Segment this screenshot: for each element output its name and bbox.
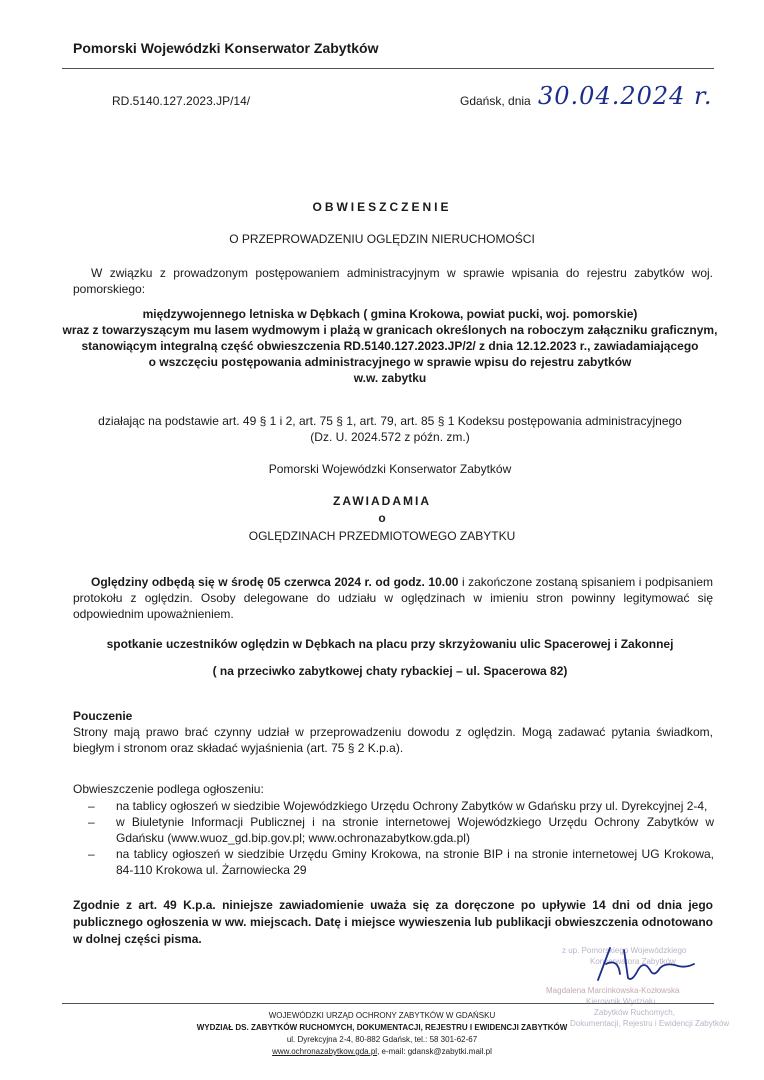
notice-connector: o — [378, 511, 386, 525]
dash-bullet: – — [88, 799, 95, 813]
dash-bullet: – — [88, 847, 95, 861]
object-line: w.w. zabytku — [353, 371, 427, 385]
place-label: Gdańsk, dnia — [460, 94, 531, 108]
object-line: wraz z towarzyszącym mu lasem wydmowym i plażą w granicach określonych na roboczym załączniku graficznym, — [62, 323, 718, 337]
notice-subject: OGLĘDZINACH PRZEDMIOTOWEGO ZABYTKU — [248, 529, 516, 543]
instruction-text: Strony mają prawo brać czynny udział w przeprowadzeniu dowodu z oględzin. Mogą zadawać pytania świadkom, biegłym i stronom oraz składać wyjaśnienia (art. 75 § 2 K.p.a). — [73, 725, 713, 755]
object-line: stanowiącym integralną część obwieszczenia RD.5140.127.2023.JP/2/ z dnia 12.12.2023 r., zawiadamiającego — [81, 339, 699, 353]
website-link[interactable]: www.ochronazabytkow.gda.pl — [272, 1047, 378, 1056]
document-subtitle: O PRZEPROWADZENIU OGLĘDZIN NIERUCHOMOŚCI — [229, 232, 535, 246]
footer-contact — [0, 1046, 764, 1057]
list-item: – na tablicy ogłoszeń w siedzibie Urzędu Gminy Krokowa, na stronie BIP i na stronie internetowej UG Krokowa, 84-110 Krokowa ul. Żarnowiecka 29 — [88, 847, 714, 877]
meeting-location: spotkanie uczestników oględzin w Dębkach na placu przy skrzyżowaniu ulic Spacerowej i Zakonnej — [106, 637, 674, 651]
notice-head: ZAWIADAMIA — [333, 494, 431, 508]
header-divider — [62, 68, 714, 69]
meeting-paragraph — [73, 574, 713, 622]
legal-basis-line: działając na podstawie art. 49 § 1 i 2, art. 75 § 1, art. 79, art. 85 § 1 Kodeksu postępowania administracyjnego — [98, 414, 682, 428]
publication-list — [88, 798, 714, 878]
document-title: OBWIESZCZENIE — [312, 200, 452, 214]
meeting-details: i zakończone zostaną spisaniem i podpisaniem protokołu z oględzin. Osoby delegowane do udziału w oględzinach w imieniu stron powinny legitymować się odpowiednim upoważnieniem. — [73, 575, 713, 621]
meeting-location-note: ( na przeciwko zabytkowej chaty rybackiej – ul. Spacerowa 82) — [212, 664, 568, 678]
object-line: międzywojennego letniska w Dębkach ( gmina Krokowa, powiat pucki, woj. pomorskie) — [142, 307, 638, 321]
footer-office: WOJEWÓDZKI URZĄD OCHRONY ZABYTKÓW W GDAŃSKU — [268, 1011, 496, 1020]
list-item: – na tablicy ogłoszeń w siedzibie Wojewódzkiego Urzędu Ochrony Zabytków w Gdańsku przy ul. Dyrekcyjnej 2-4, — [88, 799, 708, 813]
institution-header: Pomorski Wojewódzki Konserwator Zabytków — [73, 40, 379, 56]
legal-basis — [60, 413, 720, 445]
intro-paragraph: W związku z prowadzonym postępowaniem administracyjnym w sprawie wpisania do rejestru zabytków woj. pomorskiego: — [73, 266, 713, 296]
object-description — [60, 306, 720, 386]
handwritten-date: 30.04.2024 r. — [538, 82, 713, 110]
official-stamp: z up. Pomorskiego Wojewódzkiego Konserwatora Zabytków Magdalena Marcinkowska-Kozłowska Kierownik Wydziału Zabytków Ruchomych, Dokumentacji, Rejestru i Ewidencji Zabytków — [546, 946, 730, 1028]
instruction-heading: Pouczenie — [73, 709, 133, 723]
footer-email: , e-mail: gdansk@zabytki.mail.pl — [377, 1047, 492, 1056]
object-line: o wszczęciu postępowania administracyjnego w sprawie wpisu do rejestru zabytków — [148, 355, 632, 369]
list-item: – w Biuletynie Informacji Publicznej i na stronie internetowej Wojewódzkiego Urzędu Ochrony Zabytków w Gdańsku (www.wuoz_gd.bip.gov.pl; www.ochronazabytkow.gda.pl) — [88, 815, 714, 845]
legal-basis-line: (Dz. U. 2024.572 z późn. zm.) — [310, 430, 470, 444]
signature — [588, 940, 698, 990]
reference-number: RD.5140.127.2023.JP/14/ — [112, 94, 251, 108]
footer-department: WYDZIAŁ DS. ZABYTKÓW RUCHOMYCH, DOKUMENTACJI, REJESTRU I EWIDENCJI ZABYTKÓW — [196, 1023, 568, 1032]
footer-address: ul. Dyrekcyjna 2-4, 80-882 Gdańsk, tel.: 58 301-62-67 — [286, 1035, 478, 1044]
meeting-date: Oględziny odbędą się w środę 05 czerwca 2024 r. od godz. 10.00 — [91, 575, 459, 589]
footer-divider — [62, 1003, 714, 1004]
final-note: Zgodnie z art. 49 K.p.a. niniejsze zawiadomienie uważa się za doręczone po upływie 14 dni od dnia jego publicznego ogłoszenia w ww. miejscach. Datę i miejsce wywieszenia lub publikacji obwieszczenia odnotowano w dolnej części pisma. — [73, 898, 713, 946]
dash-bullet: – — [88, 815, 95, 829]
publication-heading: Obwieszczenie podlega ogłoszeniu: — [73, 782, 264, 796]
authority: Pomorski Wojewódzki Konserwator Zabytków — [268, 462, 512, 476]
